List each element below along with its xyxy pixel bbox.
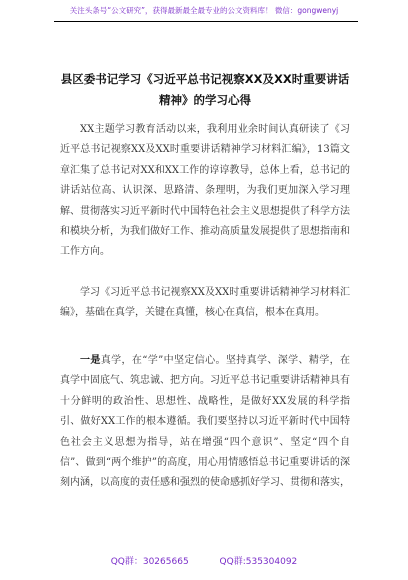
footer-qq-group-2: QQ群:535304092 (219, 557, 298, 567)
paragraph-lead: 一是 (80, 355, 101, 366)
header-divider (54, 21, 358, 22)
paragraph-point-one (60, 351, 350, 494)
footer-contacts (0, 556, 408, 568)
footer-qq-group-1: QQ群：30265665 (110, 557, 189, 567)
header-banner: 关注头条号“公文研究”，获得最新最全最专业的公文资料库！ 微信：gongwenyj (69, 6, 339, 15)
paragraph-summary: 学习《习近平总书记视察XX及XX时重要讲话精神学习材料汇编》，基础在真学，关键在真懂，核心在真信，根本在真用。 (60, 287, 350, 319)
paragraph-point-one-text: 真学，在“学”中坚定信心。坚持真学、深学、精学，在真学中固底气、筑忠诚、把方向。习近平总书记重要讲话精神具有十分鲜明的政治性、思想性、战略性，是做好XX发展的科学指引、做好XX工作的根本遵循。我们要坚持以习近平新时代中国特色社会主义思想为指导，站在增强“四个意识”、坚定“四个自信”、做到“两个维护”的高度，用心用情感悟总书记重要讲话的深刻内涵，以高度的责任感和强烈的使命感抓好学习、贯彻和落实， (60, 355, 351, 489)
paragraph-intro: XX主题学习教育活动以来，我利用业余时间认真研读了《习近平总书记视察XX及XX时重要讲话精神学习材料汇编》，13篇文章汇集了总书记对XX和XX工作的谆谆教导，总体上看，总书记的讲话站位高、认识深、思路清、条理明，为我们更加深入学习理解、贯彻落实习近平新时代中国特色社会主义思想提供了科学方法和模块分析，为我们做好工作、推动高质量发展提供了思想指南和工作方向。 (60, 124, 350, 258)
document-title: 县区委书记学习《习近平总书记视察XX及XX时重要讲话精神》的学习心得 (60, 72, 350, 107)
